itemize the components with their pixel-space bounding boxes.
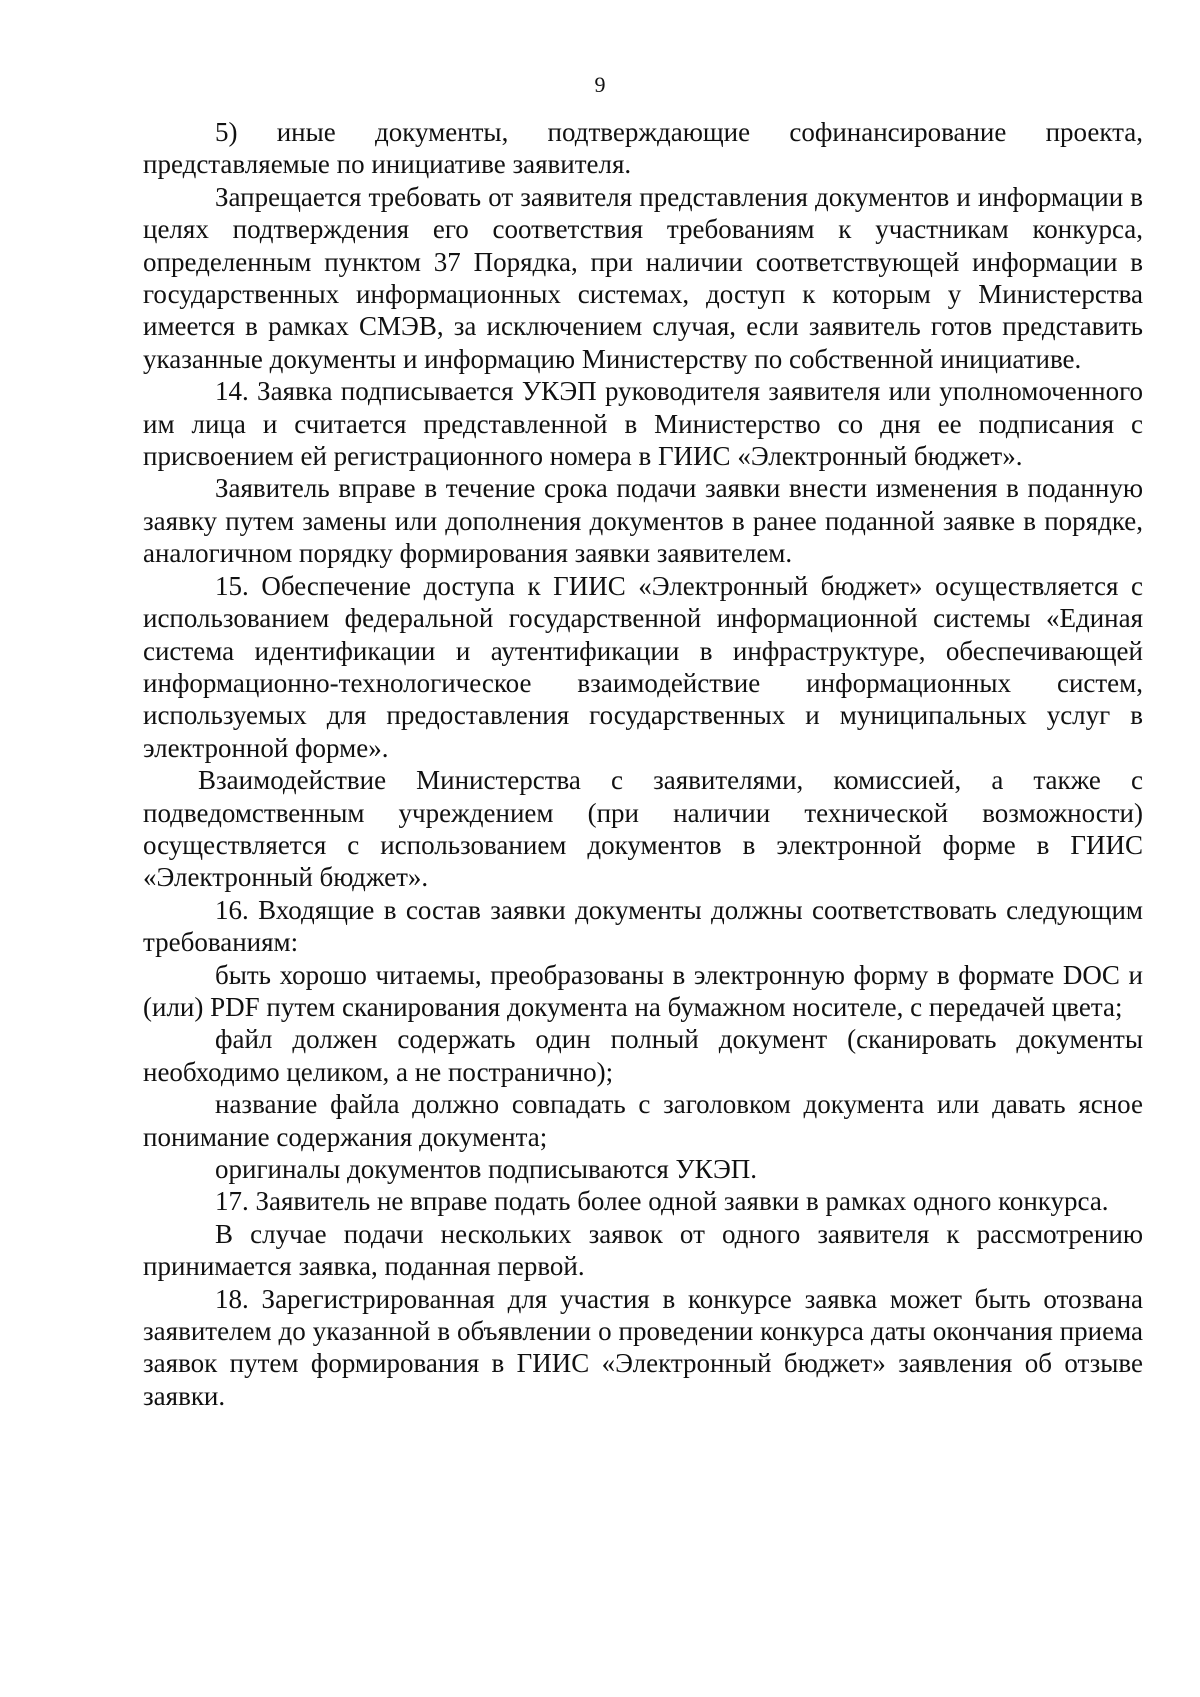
paragraph-multiple-applications: В случае подачи нескольких заявок от одного заявителя к рассмотрению принимается заявка, поданная первой. [143, 1218, 1143, 1282]
document-body [143, 116, 1143, 1412]
paragraph-requirement-file-name: название файла должно совпадать с заголовком документа или давать ясное понимание содержания документа; [143, 1089, 1143, 1152]
paragraph-interaction: Взаимодействие Министерства с заявителями, комиссией, а также с подведомственным учреждением (при наличии технической возможности) осуществляется с использованием документов в электронной форме в ГИИС «Электронный бюджет». [143, 765, 1143, 893]
paragraph-18-withdrawal: 18. Зарегистрированная для участия в конкурсе заявка может быть отозвана заявителем до указанной в объявлении о проведении конкурса даты окончания приема заявок путем формирования в ГИИС «Электронный бюджет» заявления об отзыве заявки. [143, 1283, 1143, 1411]
paragraph-item-5-other-documents: 5) иные документы, подтверждающие софинансирование проекта, представляемые по инициативе заявителя. [143, 117, 1143, 180]
paragraph-15-access: 15. Обеспечение доступа к ГИИС «Электронный бюджет» осуществляется с использованием федеральной государственной информационной системы «Единая система идентификации и аутентификации в инфраструктуре, обеспечивающей информационно-технологическое взаимодействие информационных систем, используемых для предоставления государственных и муниципальных услуг в электронной форме». [143, 570, 1143, 763]
paragraph-17-one-application: 17. Заявитель не вправе подать более одной заявки в рамках одного конкурса. [215, 1186, 1109, 1217]
paragraph-prohibition: Запрещается требовать от заявителя представления документов и информации в целях подтверждения его соответствия требованиям к участникам конкурса, определенным пунктом 37 Порядка, при наличии соответствующей информации в государственных информационных системах, доступ к которым у Министерства имеется в рамках СМЭВ, за исключением случая, если заявитель готов представить указанные документы и информацию Министерству по собственной инициативе. [143, 181, 1143, 374]
paragraph-amendments: Заявитель вправе в течение срока подачи заявки внести изменения в поданную заявку путем замены или дополнения документов в ранее поданной заявке в порядке, аналогичном порядку формирования заявки заявителем. [143, 473, 1143, 569]
paragraph-requirement-signature: оригиналы документов подписываются УКЭП. [215, 1154, 758, 1184]
paragraph-requirement-single-file: файл должен содержать один полный документ (сканировать документы необходимо целиком, а не постранично); [143, 1024, 1143, 1087]
page-number: 9 [594, 72, 606, 97]
paragraph-requirement-readable: быть хорошо читаемы, преобразованы в электронную форму в формате DOC и (или) PDF путем сканирования документа на бумажном носителе, с передачей цвета; [143, 959, 1143, 1022]
paragraph-16-requirements: 16. Входящие в состав заявки документы должны соответствовать следующим требованиям: [143, 894, 1143, 958]
paragraph-14-signing: 14. Заявка подписывается УКЭП руководителя заявителя или уполномоченного им лица и считается представленной в Министерство со дня ее подписания с присвоением ей регистрационного номера в ГИИС «Электронный бюджет». [143, 376, 1143, 472]
